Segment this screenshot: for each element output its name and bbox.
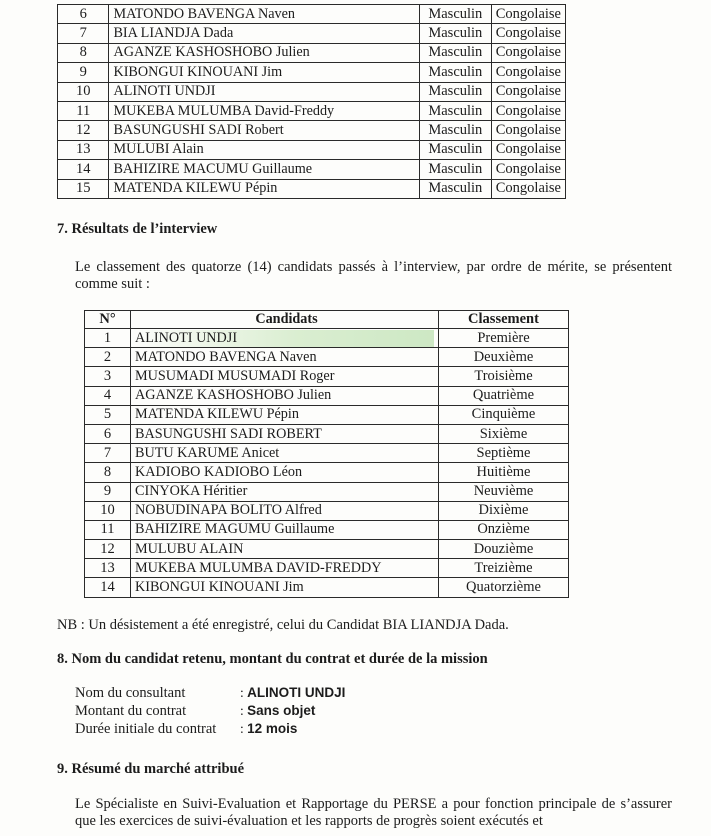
rank-label: Neuvième (439, 482, 569, 501)
candidate-name: NOBUDINAPA BOLITO Alfred (135, 502, 322, 519)
table-row (85, 463, 569, 482)
header-candidate: Candidats (131, 311, 439, 329)
candidates-table (57, 4, 566, 199)
rank-number: 3 (85, 367, 131, 386)
row-number: 6 (58, 5, 109, 24)
field-label: Durée initiale du contrat (75, 721, 217, 737)
candidate-name: AGANZE KASHOSHOBO Julien (135, 387, 332, 404)
rank-number: 13 (85, 559, 131, 578)
table-row (58, 160, 566, 179)
row-sex: Masculin (419, 43, 491, 62)
field-value: Sans objet (247, 703, 316, 718)
row-nationality: Congolaise (491, 101, 565, 120)
candidate-name-cell (131, 444, 439, 463)
rank-label: Deuxième (439, 348, 569, 367)
row-sex: Masculin (419, 140, 491, 159)
field-duration: Durée initiale du contrat : 12 mois (75, 721, 298, 737)
row-nationality: Congolaise (491, 140, 565, 159)
candidate-name-cell (131, 367, 439, 386)
table-row (58, 179, 566, 198)
table-row (58, 63, 566, 82)
table-row (85, 501, 569, 520)
candidate-name: ALINOTI UNDJI (131, 330, 434, 347)
candidate-name-cell (131, 520, 439, 539)
row-sex: Masculin (419, 82, 491, 101)
row-sex: Masculin (419, 5, 491, 24)
candidate-name: MATONDO BAVENGA Naven (135, 348, 317, 365)
table-row (85, 444, 569, 463)
rank-number: 7 (85, 444, 131, 463)
candidate-name-cell (131, 482, 439, 501)
row-number: 15 (58, 179, 109, 198)
candidate-name-cell (131, 329, 439, 348)
candidate-name: KADIOBO KADIOBO Léon (135, 463, 303, 480)
section-9-heading: 9. Résumé du marché attribué (57, 761, 245, 777)
row-name: ALINOTI UNDJI (109, 82, 419, 101)
candidate-name: MUKEBA MULUMBA DAVID-FREDDY (135, 559, 382, 576)
table-row (85, 520, 569, 539)
rank-number: 12 (85, 540, 131, 559)
row-name: AGANZE KASHOSHOBO Julien (109, 43, 419, 62)
table-row (85, 367, 569, 386)
rank-label: Première (439, 329, 569, 348)
rank-label: Septième (439, 444, 569, 463)
rank-label: Onzième (439, 520, 569, 539)
row-name: MATENDA KILEWU Pépin (109, 179, 419, 198)
table-row (85, 348, 569, 367)
table-row (58, 121, 566, 140)
section-9-paragraph: Le Spécialiste en Suivi-Evaluation et Rapportage du PERSE a pour fonction principale de s’assurer que les exercices de suivi-évaluation et les rapports de progrès soient exécutés et (75, 796, 672, 829)
ranking-table (84, 310, 569, 598)
rank-label: Dixième (439, 501, 569, 520)
rank-label: Cinquième (439, 405, 569, 424)
candidate-name-cell (131, 348, 439, 367)
table-row (58, 101, 566, 120)
row-sex: Masculin (419, 179, 491, 198)
row-nationality: Congolaise (491, 43, 565, 62)
row-nationality: Congolaise (491, 82, 565, 101)
row-number: 9 (58, 63, 109, 82)
table-row (58, 43, 566, 62)
table-row (85, 405, 569, 424)
ranking-table-body (85, 329, 569, 598)
table-row (85, 578, 569, 597)
candidate-name: BASUNGUSHI SADI ROBERT (135, 425, 322, 442)
section-7-paragraph: Le classement des quatorze (14) candidats passés à l’interview, par ordre de mérite, se présentent comme suit : (75, 259, 672, 292)
field-value: ALINOTI UNDJI (247, 685, 346, 700)
row-nationality: Congolaise (491, 160, 565, 179)
row-nationality: Congolaise (491, 63, 565, 82)
row-sex: Masculin (419, 121, 491, 140)
candidates-table-body (58, 5, 566, 199)
row-name: MUKEBA MULUMBA David-Freddy (109, 101, 419, 120)
nb-note: NB : Un désistement a été enregistré, celui du Candidat BIA LIANDJA Dada. (57, 617, 509, 633)
ranking-table-header (85, 311, 569, 329)
row-sex: Masculin (419, 24, 491, 43)
rank-number: 6 (85, 424, 131, 443)
field-amount: Montant du contrat : Sans objet (75, 703, 316, 719)
rank-label: Quatorzième (439, 578, 569, 597)
candidate-name-cell (131, 540, 439, 559)
candidate-name: MUSUMADI MUSUMADI Roger (135, 367, 335, 384)
row-name: BAHIZIRE MACUMU Guillaume (109, 160, 419, 179)
header-number: N° (85, 311, 131, 329)
row-sex: Masculin (419, 63, 491, 82)
table-row (85, 424, 569, 443)
row-nationality: Congolaise (491, 121, 565, 140)
table-row (85, 540, 569, 559)
table-row (85, 559, 569, 578)
candidate-name-cell (131, 386, 439, 405)
rank-number: 1 (85, 329, 131, 348)
section-8-heading: 8. Nom du candidat retenu, montant du contrat et durée de la mission (57, 651, 488, 667)
rank-number: 9 (85, 482, 131, 501)
row-name: MATONDO BAVENGA Naven (109, 5, 419, 24)
row-number: 10 (58, 82, 109, 101)
row-sex: Masculin (419, 101, 491, 120)
table-row (85, 482, 569, 501)
row-nationality: Congolaise (491, 179, 565, 198)
rank-number: 2 (85, 348, 131, 367)
row-name: BIA LIANDJA Dada (109, 24, 419, 43)
row-number: 13 (58, 140, 109, 159)
row-number: 7 (58, 24, 109, 43)
table-row (85, 329, 569, 348)
rank-number: 5 (85, 405, 131, 424)
contract-info (75, 684, 345, 738)
candidate-name-cell (131, 405, 439, 424)
candidate-name-cell (131, 578, 439, 597)
candidate-name: MULUBU ALAIN (135, 540, 244, 557)
candidate-name-cell (131, 501, 439, 520)
row-name: BASUNGUSHI SADI Robert (109, 121, 419, 140)
candidate-name: BAHIZIRE MAGUMU Guillaume (135, 521, 335, 538)
rank-label: Quatrième (439, 386, 569, 405)
field-value: 12 mois (247, 721, 298, 736)
candidate-name-cell (131, 559, 439, 578)
candidate-name: MATENDA KILEWU Pépin (135, 406, 299, 423)
field-label: Nom du consultant (75, 685, 186, 701)
section-7-heading: 7. Résultats de l’interview (57, 221, 218, 237)
row-number: 14 (58, 160, 109, 179)
candidate-name-cell (131, 424, 439, 443)
row-name: KIBONGUI KINOUANI Jim (109, 63, 419, 82)
row-name: MULUBI Alain (109, 140, 419, 159)
rank-label: Troisième (439, 367, 569, 386)
rank-label: Treizième (439, 559, 569, 578)
field-label: Montant du contrat (75, 703, 187, 719)
row-number: 11 (58, 101, 109, 120)
rank-label: Sixième (439, 424, 569, 443)
rank-number: 11 (85, 520, 131, 539)
table-row (58, 140, 566, 159)
row-number: 8 (58, 43, 109, 62)
row-number: 12 (58, 121, 109, 140)
rank-number: 14 (85, 578, 131, 597)
table-row (58, 24, 566, 43)
rank-number: 8 (85, 463, 131, 482)
table-row (85, 386, 569, 405)
rank-label: Douzième (439, 540, 569, 559)
row-nationality: Congolaise (491, 24, 565, 43)
rank-number: 4 (85, 386, 131, 405)
row-nationality: Congolaise (491, 5, 565, 24)
row-sex: Masculin (419, 160, 491, 179)
rank-label: Huitième (439, 463, 569, 482)
candidate-name-cell (131, 463, 439, 482)
table-row (58, 82, 566, 101)
table-row (58, 5, 566, 24)
field-consultant: Nom du consultant : ALINOTI UNDJI (75, 685, 346, 701)
candidate-name: BUTU KARUME Anicet (135, 444, 280, 461)
candidate-name: KIBONGUI KINOUANI Jim (135, 579, 304, 596)
header-rank: Classement (439, 311, 569, 329)
candidate-name: CINYOKA Héritier (135, 483, 248, 500)
rank-number: 10 (85, 501, 131, 520)
